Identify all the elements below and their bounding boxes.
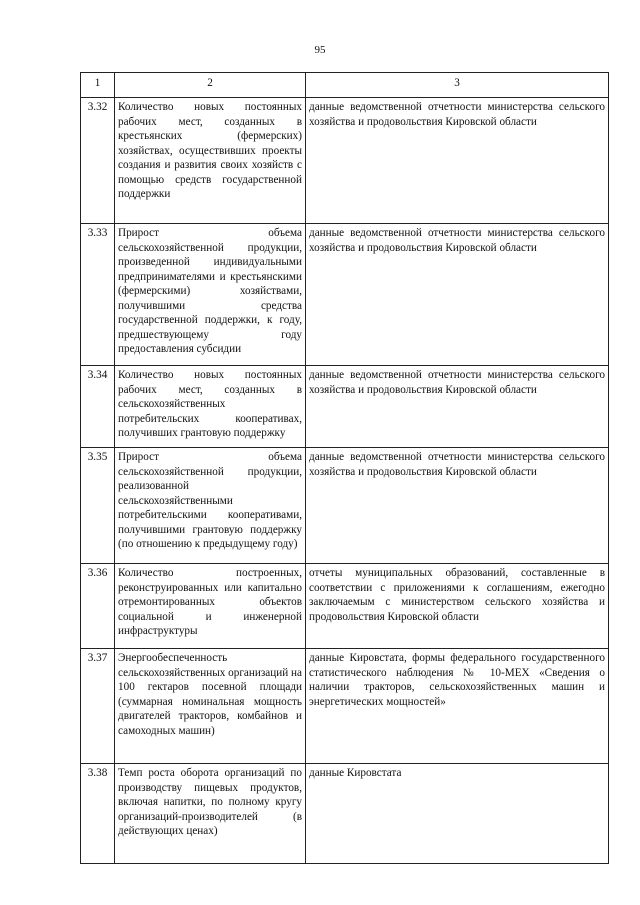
row-number: 3.32 [81, 98, 115, 224]
table-row [81, 448, 609, 564]
table-header-row [81, 73, 609, 98]
header-col-1: 1 [81, 73, 115, 98]
indicator-name: Прирост объема сельскохозяйственной продукции, реализованной сельскохозяйственными потребительскими кооперативами, получившими грантовую поддержку (по отношению к предыдущему году) [115, 448, 306, 564]
row-number: 3.34 [81, 366, 115, 448]
page-number: 95 [314, 44, 326, 56]
indicator-name: Темп роста оборота организаций по производству пищевых продуктов, включая напитки, по полному кругу организаций-производителей (в действующих ценах) [115, 764, 306, 864]
header-col-3: 3 [306, 73, 609, 98]
indicator-name: Количество построенных, реконструированных или капитально отремонтированных объектов социальной и инженерной инфраструктуры [115, 564, 306, 649]
row-number: 3.35 [81, 448, 115, 564]
indicator-name: Количество новых постоянных рабочих мест, созданных в крестьянских (фермерских) хозяйствах, осуществивших проекты создания и развития своих хозяйств с помощью средств государственной поддержки [115, 98, 306, 224]
table-row [81, 98, 609, 224]
row-number: 3.33 [81, 224, 115, 366]
data-source: данные ведомственной отчетности министерства сельского хозяйства и продовольствия Кировской области [306, 98, 609, 224]
table-row [81, 366, 609, 448]
data-source: отчеты муниципальных образований, составленные в соответствии с приложениями к соглашениям, ежегодно заключаемым с министерством сельского хозяйства и продовольствия Кировской области [306, 564, 609, 649]
row-number: 3.38 [81, 764, 115, 864]
data-source: данные ведомственной отчетности министерства сельского хозяйства и продовольствия Кировской области [306, 224, 609, 366]
table-row [81, 224, 609, 366]
indicator-name: Энергообеспеченность сельскохозяйственных организаций на 100 гектаров посевной площади (суммарная номинальная мощность двигателей тракторов, комбайнов и самоходных машин) [115, 649, 306, 764]
row-number: 3.37 [81, 649, 115, 764]
row-number: 3.36 [81, 564, 115, 649]
table-row [81, 649, 609, 764]
indicator-name: Количество новых постоянных рабочих мест, созданных в сельскохозяйственных потребительских кооперативах, получивших грантовую поддержку [115, 366, 306, 448]
header-col-2: 2 [115, 73, 306, 98]
data-source: данные Кировстата [306, 764, 609, 864]
data-source: данные ведомственной отчетности министерства сельского хозяйства и продовольствия Кировской области [306, 366, 609, 448]
data-source: данные Кировстата, формы федерального государственного статистического наблюдения № 10-МЕХ «Сведения о наличии тракторов, сельскохозяйственных машин и энергетических мощностей» [306, 649, 609, 764]
table-row [81, 564, 609, 649]
table-row [81, 764, 609, 864]
data-source: данные ведомственной отчетности министерства сельского хозяйства и продовольствия Кировской области [306, 448, 609, 564]
indicators-table [80, 72, 609, 864]
indicator-name: Прирост объема сельскохозяйственной продукции, произведенной индивидуальными предпринимателями и крестьянскими (фермерскими) хозяйствами, получившими средства государственной поддержки, к году, предшествующему году предоставления субсидии [115, 224, 306, 366]
